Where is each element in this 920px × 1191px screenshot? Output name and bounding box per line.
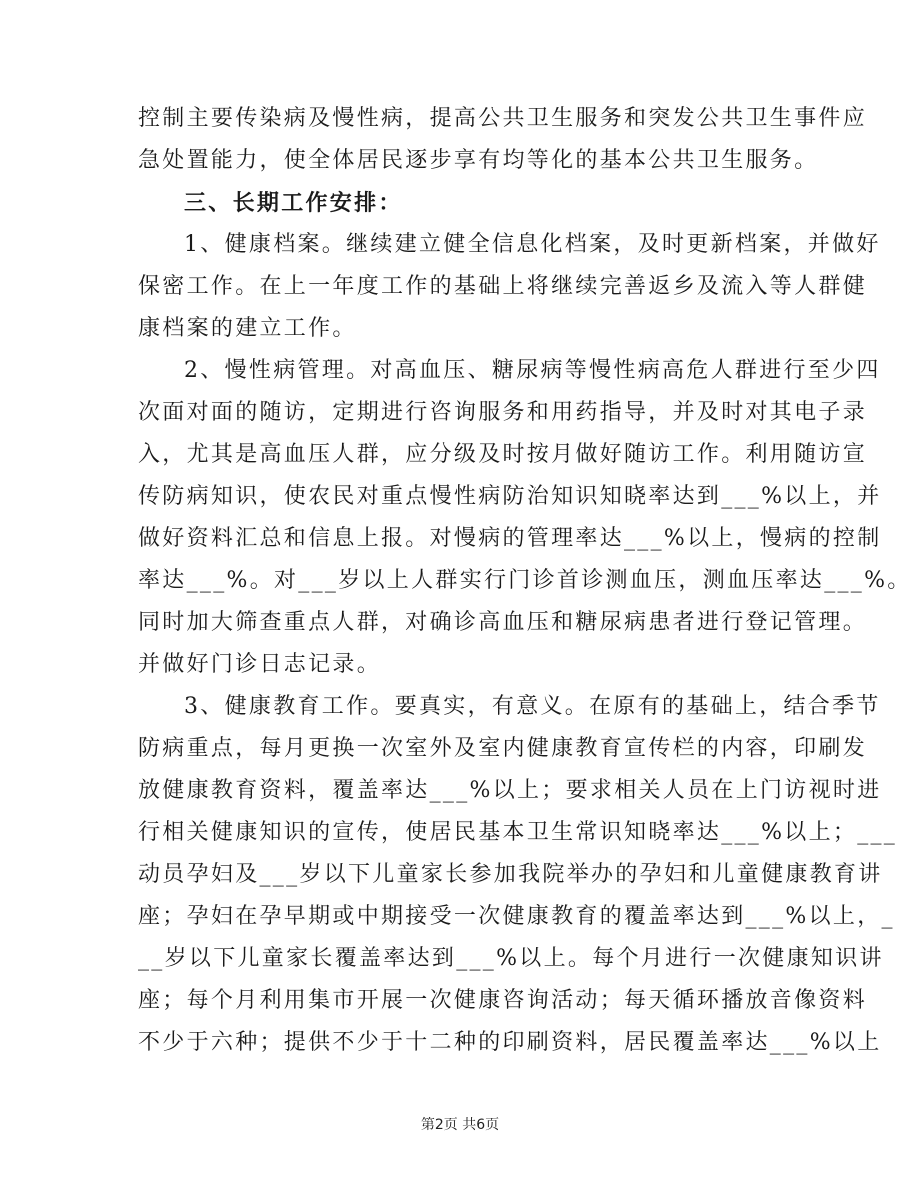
section-heading: 三、长期工作安排： (184, 190, 403, 216)
body-text-line: 控制主要传染病及慢性病，提高公共卫生服务和突发公共卫生事件应 (138, 106, 868, 131)
body-text-line: 行相关健康知识的宣传，使居民基本卫生常识知晓率达___%以上；___ (138, 820, 898, 845)
body-text-line: 座；每个月利用集市开展一次健康咨询活动；每天循环播放音像资料 (138, 988, 868, 1013)
body-text-line: 不少于六种；提供不少于十二种的印刷资料，居民覆盖率达___%以上 (138, 1030, 882, 1055)
body-text-line: 防病重点，每月更换一次室外及室内健康教育宣传栏的内容，印刷发 (138, 736, 868, 761)
body-text-line: 同时加大筛查重点人群，对确诊高血压和糖尿病患者进行登记管理。 (138, 610, 868, 635)
body-text-line: 次面对面的随访，定期进行咨询服务和用药指导，并及时对其电子录 (138, 400, 868, 425)
page-number-footer: 第2页 共6页 (420, 1117, 500, 1133)
body-text-line: 3、健康教育工作。要真实，有意义。在原有的基础上，结合季节 (184, 694, 881, 719)
body-text-line: 率达___%。对___岁以上人群实行门诊首诊测血压，测血压率达___%。 (138, 568, 912, 593)
body-text-line: 康档案的建立工作。 (138, 316, 357, 341)
body-text-line: 保密工作。在上一年度工作的基础上将继续完善返乡及流入等人群健 (138, 274, 868, 299)
body-text-line: 动员孕妇及___岁以下儿童家长参加我院举办的孕妇和儿童健康教育讲 (138, 862, 883, 887)
body-text-line: 座；孕妇在孕早期或中期接受一次健康教育的覆盖率达到___%以上，_ (138, 904, 895, 929)
body-text-line: 传防病知识，使农民对重点慢性病防治知识知晓率达到___%以上，并 (138, 484, 882, 509)
body-text-line: 放健康教育资料，覆盖率达___%以上；要求相关人员在上门访视时进 (138, 778, 882, 803)
body-text-line: __岁以下儿童家长覆盖率达到___%以上。每个月进行一次健康知识讲 (138, 946, 884, 971)
body-text-line: 并做好门诊日志记录。 (138, 652, 382, 677)
body-text-line: 做好资料汇总和信息上报。对慢病的管理率达___%以上，慢病的控制 (138, 526, 882, 551)
body-text-line: 急处置能力，使全体居民逐步享有均等化的基本公共卫生服务。 (138, 148, 819, 173)
body-text-line: 2、慢性病管理。对高血压、糖尿病等慢性病高危人群进行至少四 (184, 358, 881, 383)
body-text-line: 1、健康档案。继续建立健全信息化档案，及时更新档案，并做好 (184, 232, 881, 257)
body-text-line: 入，尤其是高血压人群，应分级及时按月做好随访工作。利用随访宣 (138, 442, 868, 467)
